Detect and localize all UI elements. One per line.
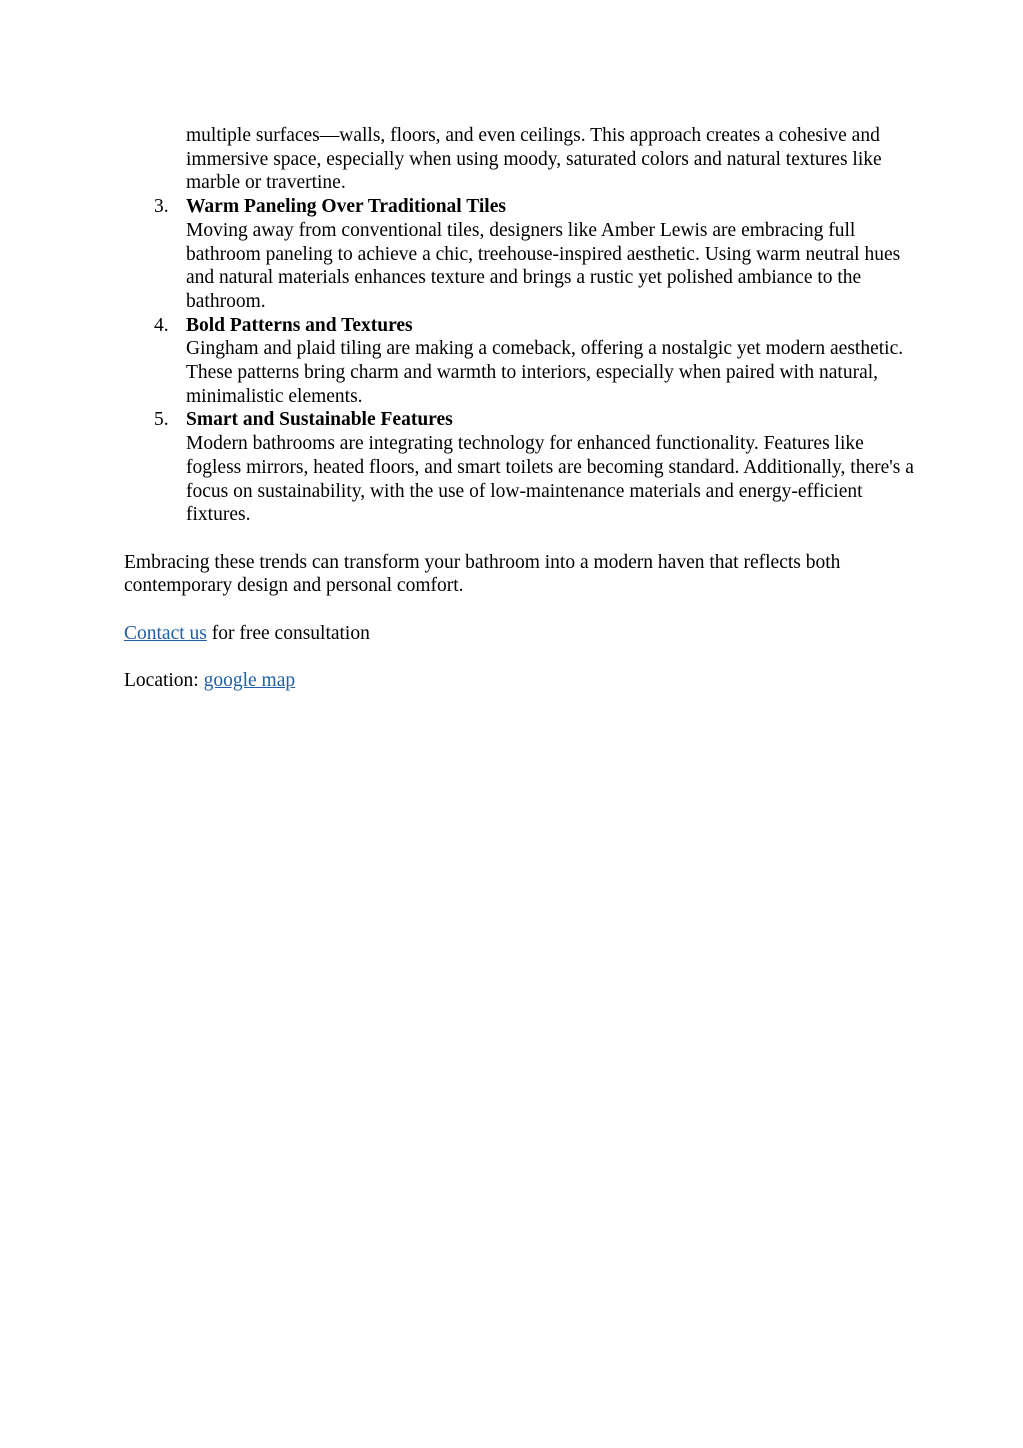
contact-suffix-text: for free consultation xyxy=(206,622,370,644)
paragraph-spacer xyxy=(124,598,914,622)
paragraph-spacer xyxy=(124,527,914,551)
list-item-body: Gingham and plaid tiling are making a comeback, offering a nostalgic yet modern aesthetic. These patterns bring charm and warmth to interiors, especially when paired with natural, minimalistic elements. xyxy=(186,338,904,407)
list-item-body: Moving away from conventional tiles, designers like Amber Lewis are embracing full bathroom paneling to achieve a chic, treehouse-inspired aesthetic. Using warm neutral hues and natural materials enhances texture and brings a rustic yet polished ambiance to the bathroom. xyxy=(186,219,901,312)
list-item-body: Modern bathrooms are integrating technology for enhanced functionality. Features like fogless mirrors, heated floors, and smart toilets are becoming standard. Additionally, there's a focus on sustainability, with the use of low-maintenance materials and energy-efficient fixtures. xyxy=(186,433,914,526)
document-content xyxy=(124,124,914,693)
location-line xyxy=(124,669,914,693)
list-item-title: Smart and Sustainable Features xyxy=(186,409,453,431)
location-label: Location: xyxy=(124,670,204,692)
contact-us-link[interactable]: Contact us xyxy=(124,622,207,644)
list-item xyxy=(124,195,914,314)
list-item-title: Warm Paneling Over Traditional Tiles xyxy=(186,196,506,218)
list-item xyxy=(124,314,914,409)
list-item-number: 3. xyxy=(154,196,169,218)
continuation-text: multiple surfaces—walls, floors, and even ceilings. This approach creates a cohesive and immersive space, especially when using moody, saturated colors and natural textures like marble or travertine. xyxy=(186,125,882,194)
list-item-title: Bold Patterns and Textures xyxy=(186,314,413,336)
trend-list xyxy=(124,195,914,527)
list-item-number: 4. xyxy=(154,314,169,336)
list-item xyxy=(124,408,914,527)
google-map-link[interactable]: google map xyxy=(203,670,296,692)
continuation-paragraph xyxy=(124,124,914,195)
contact-line xyxy=(124,622,914,646)
paragraph-spacer xyxy=(124,645,914,669)
closing-paragraph: Embracing these trends can transform your bathroom into a modern haven that reflects both contemporary design and personal comfort. xyxy=(124,551,841,597)
list-item-number: 5. xyxy=(154,409,169,431)
